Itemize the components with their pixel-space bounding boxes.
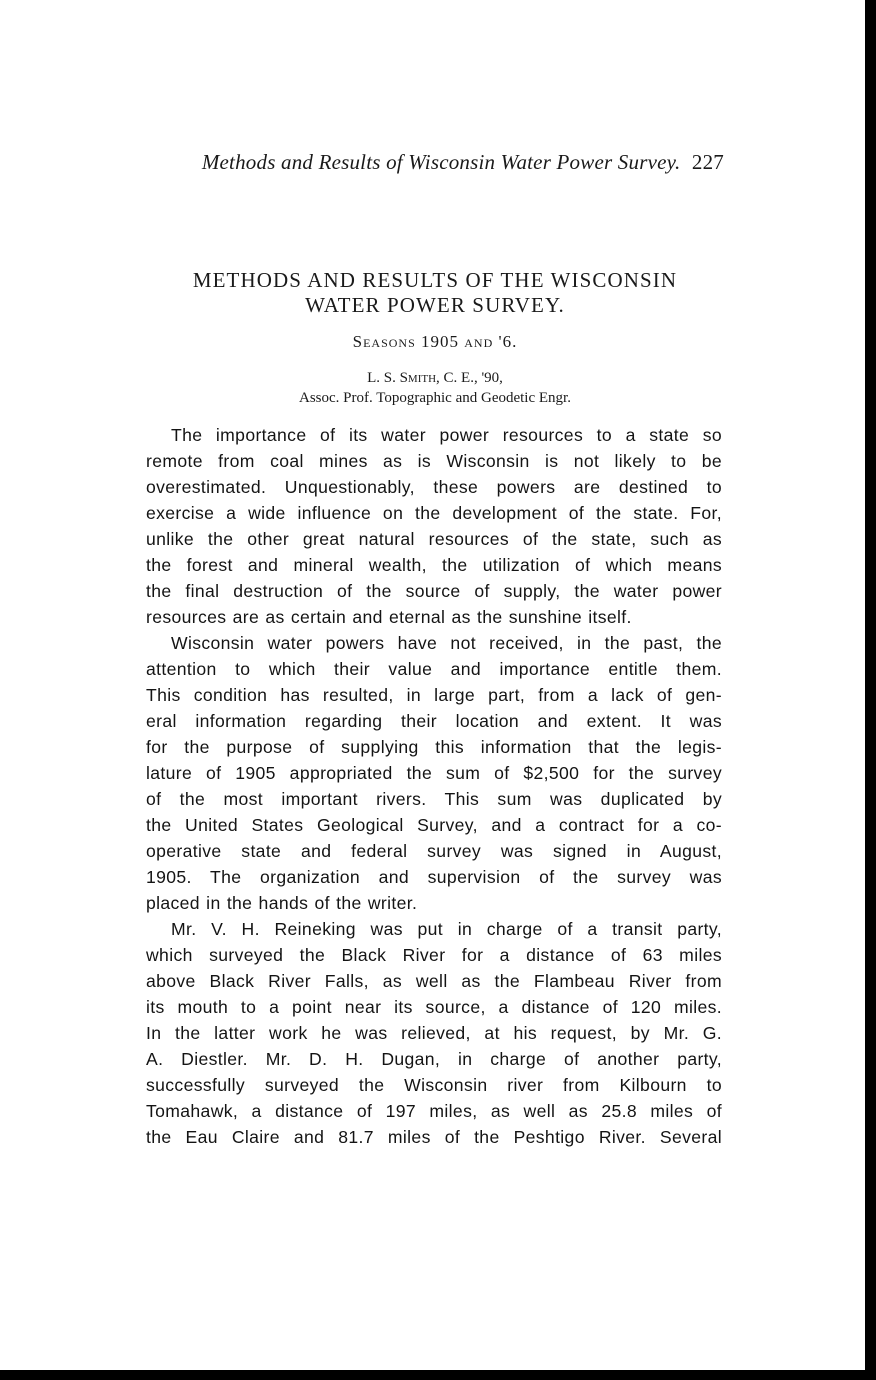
running-head <box>150 150 724 175</box>
text-line: This condition has resulted, in large part, from a lack of gen- <box>146 685 722 705</box>
text-line: of the most important rivers. This sum was duplicated by <box>146 789 722 809</box>
author-position: Assoc. Prof. Topographic and Geodetic Engr. <box>299 390 571 406</box>
text-line: In the latter work he was relieved, at his request, by Mr. G. <box>146 1023 722 1043</box>
text-line: Wisconsin water powers have not received, in the past, the <box>171 633 722 653</box>
text-line: remote from coal mines as is Wisconsin is not likely to be <box>146 451 722 471</box>
text-line: which surveyed the Black River for a distance of 63 miles <box>146 945 722 965</box>
text-line: 1905. The organization and supervision of the survey was <box>146 867 722 887</box>
text-line: eral information regarding their location and extent. It was <box>146 711 722 731</box>
body-text <box>146 422 722 1150</box>
text-line: the forest and mineral wealth, the utilization of which means <box>146 555 722 575</box>
text-line: placed in the hands of the writer. <box>146 893 418 913</box>
text-line: resources are as certain and eternal as the sunshine itself. <box>146 607 632 627</box>
text-line: above Black River Falls, as well as the Flambeau River from <box>146 971 722 991</box>
running-head-title: Methods and Results of Wisconsin Water Power Survey. <box>201 150 681 174</box>
text-line: the Eau Claire and 81.7 miles of the Peshtigo River. Several <box>146 1127 722 1147</box>
text-line: overestimated. Unquestionably, these powers are destined to <box>146 477 722 497</box>
article-subtitle: Seasons 1905 and '6. <box>352 332 518 351</box>
text-line: its mouth to a point near its source, a distance of 120 miles. <box>146 997 722 1017</box>
text-line: lature of 1905 appropriated the sum of $2,500 for the survey <box>146 763 722 783</box>
text-line: the final destruction of the source of supply, the water power <box>146 581 722 601</box>
paragraph-1 <box>146 422 722 630</box>
text-line: attention to which their value and importance entitle them. <box>146 659 722 679</box>
text-line: Tomahawk, a distance of 197 miles, as well as 25.8 miles of <box>146 1101 722 1121</box>
text-line: The importance of its water power resources to a state so <box>171 425 722 445</box>
article-title-line-1: METHODS AND RESULTS OF THE WISCONSIN <box>192 268 678 292</box>
text-line: exercise a wide influence on the development of the state. For, <box>146 503 722 523</box>
text-line: for the purpose of supplying this information that the legis- <box>146 737 722 757</box>
text-line: operative state and federal survey was signed in August, <box>146 841 722 861</box>
text-line: successfully surveyed the Wisconsin river from Kilbourn to <box>146 1075 722 1095</box>
article-title-line-2: WATER POWER SURVEY. <box>305 293 565 317</box>
paragraph-2 <box>146 630 722 916</box>
text-line: the United States Geological Survey, and a contract for a co- <box>146 815 722 835</box>
text-line: unlike the other great natural resources of the state, such as <box>146 529 722 549</box>
author-name: L. S. Smith, C. E., '90, <box>367 370 503 386</box>
text-line: Mr. V. H. Reineking was put in charge of a transit party, <box>171 919 722 939</box>
text-line: A. Diestler. Mr. D. H. Dugan, in charge of another party, <box>146 1049 722 1069</box>
paragraph-3 <box>146 916 722 1150</box>
page-number: 227 <box>691 150 724 174</box>
article-title <box>140 268 730 318</box>
author-block <box>140 368 730 408</box>
